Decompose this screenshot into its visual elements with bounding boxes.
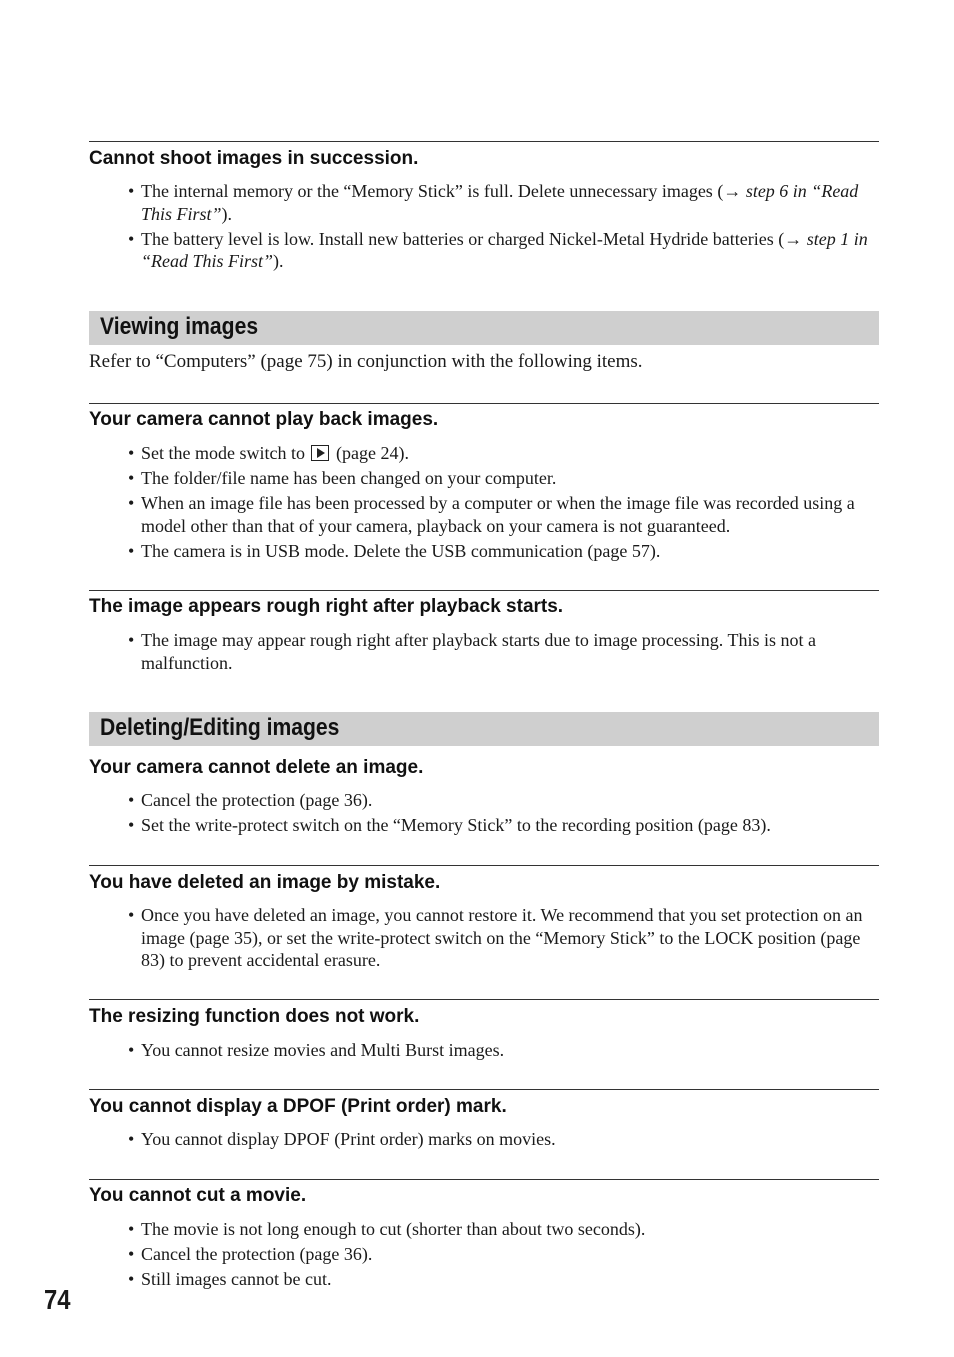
bullet-text-end: ).	[273, 251, 284, 271]
playback-mode-icon	[311, 445, 329, 461]
divider	[89, 590, 879, 591]
section-header-deleting	[89, 712, 879, 746]
bullet-text: The battery level is low. Install new batteries or charged Nickel-Metal Hydride batteries (	[141, 228, 785, 249]
list-item: • Once you have deleted an image, you cannot restore it. We recommend that you set protection on an image (page 35), or set the write-protect switch on the “Memory Stick” to the LOCK position (page 83) to prevent accidental erasure.	[128, 904, 880, 972]
bullet-list	[128, 629, 880, 677]
topic-heading: The image appears rough right after playback starts.	[89, 596, 564, 617]
arrow-icon: →	[784, 228, 803, 249]
bullet-text-end: ).	[221, 203, 233, 224]
bullet-list	[128, 789, 880, 839]
divider	[89, 1179, 879, 1180]
bullet-list	[128, 904, 880, 974]
bullet-list	[128, 1218, 880, 1293]
cross-reference: step 1 in “Read This First”	[141, 228, 868, 271]
page-number: 74	[44, 1284, 71, 1315]
section-intro: Refer to “Computers” (page 75) in conjunction with the following items.	[89, 351, 643, 372]
list-item	[128, 180, 880, 225]
bullet-list	[128, 442, 880, 565]
topic-heading: Cannot shoot images in succession.	[89, 148, 419, 169]
topic-heading: The resizing function does not work.	[89, 1006, 420, 1027]
divider	[89, 865, 879, 866]
bullet-text: The internal memory or the “Memory Stick” is full. Delete unnecessary images (	[141, 181, 724, 201]
bullet-list	[128, 1128, 880, 1153]
topic-heading: You have deleted an image by mistake.	[89, 872, 441, 893]
list-item: • The image may appear rough right after playback starts due to image processing. This is not a malfunction.	[128, 629, 880, 674]
bullet-text-end: (page 24).	[335, 443, 409, 463]
divider	[89, 403, 879, 404]
list-item: • The folder/file name has been changed on your computer.	[128, 467, 880, 490]
list-item: • Set the write-protect switch on the “Memory Stick” to the recording position (page 83).	[128, 814, 880, 837]
bullet-list	[128, 1039, 880, 1064]
section-header-viewing	[89, 311, 879, 345]
list-item: • The movie is not long enough to cut (shorter than about two seconds).	[128, 1218, 880, 1241]
list-item: • You cannot resize movies and Multi Burst images.	[128, 1039, 880, 1062]
topic-heading: You cannot cut a movie.	[89, 1185, 307, 1206]
topic-heading: Your camera cannot play back images.	[89, 409, 439, 430]
topic-heading: Your camera cannot delete an image.	[89, 757, 424, 778]
divider	[89, 999, 879, 1000]
list-item: • The camera is in USB mode. Delete the USB communication (page 57).	[128, 540, 880, 563]
bullet-list	[128, 180, 880, 275]
bullet-text: Set the mode switch to	[141, 443, 305, 463]
divider	[89, 1089, 879, 1090]
arrow-icon: →	[723, 181, 742, 201]
list-item	[128, 228, 880, 273]
topic-heading: You cannot display a DPOF (Print order) mark.	[89, 1096, 507, 1117]
list-item: • You cannot display DPOF (Print order) marks on movies.	[128, 1128, 880, 1151]
list-item: • Cancel the protection (page 36).	[128, 1243, 880, 1266]
section-title: Deleting/Editing images	[100, 714, 340, 741]
list-item: • When an image file has been processed by a computer or when the image file was recorded using a model other than that of your camera, playback on your camera is not guaranteed.	[128, 492, 880, 537]
section-title: Viewing images	[100, 313, 259, 340]
list-item	[128, 442, 880, 465]
divider	[89, 141, 879, 142]
list-item: • Cancel the protection (page 36).	[128, 789, 880, 812]
list-item: • Still images cannot be cut.	[128, 1268, 880, 1291]
cross-reference: step 6 in “Read This First”	[141, 181, 859, 224]
